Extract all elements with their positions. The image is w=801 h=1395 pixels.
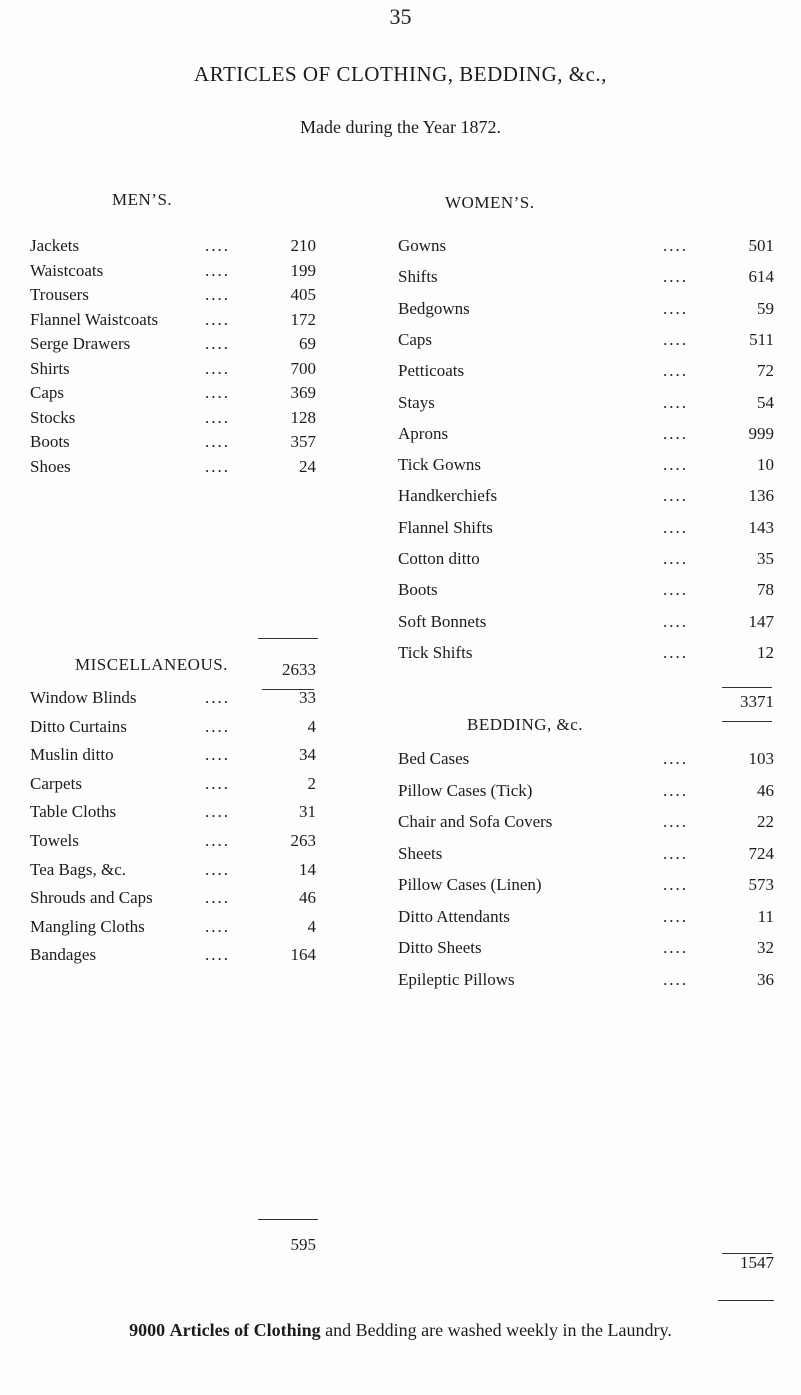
miscellaneous-item-label: Shrouds and Caps — [30, 888, 153, 908]
womens-item-leader-dots: .... — [663, 329, 688, 349]
bedding-item-label: Chair and Sofa Covers — [398, 812, 553, 831]
bedding-item-leader-dots: .... — [663, 938, 688, 957]
bedding-item-value: 573 — [748, 875, 774, 894]
womens-item — [398, 424, 778, 448]
miscellaneous-item — [30, 831, 330, 855]
womens-item-label: Aprons — [398, 423, 449, 443]
womens-item-value: 78 — [757, 580, 774, 600]
mens-item-leader-dots: .... — [205, 456, 230, 476]
miscellaneous-item-value: 34 — [299, 745, 316, 765]
miscellaneous-item-value: 4 — [307, 916, 316, 936]
miscellaneous-item-value: 14 — [299, 859, 316, 879]
womens-item-value: 147 — [748, 611, 774, 631]
footer-bold-text: Articles of Clothing — [169, 1320, 321, 1340]
womens-item-leader-dots: .... — [663, 298, 688, 318]
bedding-item-leader-dots: .... — [663, 780, 688, 800]
mens-item — [30, 432, 330, 456]
bedding-item-value: 724 — [748, 843, 774, 863]
womens-item-leader-dots: .... — [663, 486, 688, 506]
mens-item — [30, 408, 330, 432]
womens-item-leader-dots: .... — [663, 267, 688, 287]
mens-item-label: Shirts — [30, 358, 70, 378]
womens-item-label: Stays — [398, 392, 435, 412]
footer-rest: and Bedding are washed weekly in the Laundry. — [320, 1320, 672, 1340]
mens-item-label: Waistcoats — [30, 260, 104, 280]
womens-item-leader-dots: .... — [663, 580, 688, 600]
womens-item — [398, 393, 778, 417]
womens-item-value: 72 — [757, 361, 774, 381]
bedding-item-value: 22 — [757, 812, 774, 831]
page-number: 35 — [389, 4, 412, 29]
mens-item-value: 69 — [299, 334, 316, 353]
miscellaneous-item-value: 2 — [307, 773, 316, 793]
bedding-item-label: Pillow Cases (Linen) — [398, 875, 542, 894]
mens-item-leader-dots: .... — [205, 260, 230, 280]
footer-count: 9000 — [129, 1320, 166, 1340]
mens-item-label: Jackets — [30, 236, 80, 255]
mens-item-label: Serge Drawers — [30, 334, 131, 353]
bedding-item-leader-dots: .... — [663, 843, 688, 863]
bedding-item-label: Bed Cases — [398, 749, 470, 768]
womens-item-value: 12 — [757, 642, 774, 662]
mens-item-label: Trousers — [30, 285, 89, 304]
bedding-item-label: Ditto Sheets — [398, 938, 482, 957]
miscellaneous-heading: MISCELLANEOUS. — [75, 655, 228, 674]
miscellaneous-item-label: Muslin ditto — [30, 745, 114, 765]
mens-item-leader-dots: .... — [205, 285, 230, 304]
miscellaneous-item — [30, 688, 330, 712]
mens-item-leader-dots: .... — [205, 383, 230, 402]
womens-item-label: Tick Shifts — [398, 642, 473, 662]
womens-item-value: 511 — [749, 329, 774, 349]
bedding-item — [398, 907, 778, 931]
mens-item — [30, 285, 330, 309]
womens-item-label: Cotton ditto — [398, 549, 480, 568]
womens-item-leader-dots: .... — [663, 423, 688, 443]
womens-item — [398, 486, 778, 510]
mens-item — [30, 310, 330, 334]
miscellaneous-item-label: Bandages — [30, 945, 97, 965]
mens-item — [30, 236, 330, 260]
womens-item-label: Gowns — [398, 236, 447, 255]
womens-item — [398, 580, 778, 604]
miscellaneous-item-leader-dots: .... — [205, 888, 230, 908]
miscellaneous-item — [30, 774, 330, 798]
womens-item-label: Caps — [398, 329, 432, 349]
bedding-total: 1547 — [740, 1253, 774, 1272]
mens-item — [30, 359, 330, 383]
bedding-item — [398, 812, 778, 836]
miscellaneous-item-leader-dots: .... — [205, 859, 230, 879]
bedding-item — [398, 749, 778, 773]
bedding-item-leader-dots: .... — [663, 749, 688, 768]
miscellaneous-item-label: Towels — [30, 831, 79, 850]
mens-item-leader-dots: .... — [205, 309, 230, 329]
mens-item-leader-dots: .... — [205, 334, 230, 353]
womens-item-label: Bedgowns — [398, 298, 470, 318]
mens-item-label: Stocks — [30, 407, 76, 427]
womens-total-underline — [722, 721, 772, 722]
womens-item-value: 999 — [748, 423, 774, 443]
womens-item-label: Boots — [398, 580, 438, 600]
womens-total: 3371 — [740, 692, 774, 711]
bedding-item-value: 46 — [757, 780, 774, 800]
miscellaneous-item-label: Window Blinds — [30, 688, 137, 707]
womens-item-label: Handkerchiefs — [398, 486, 498, 506]
bedding-item-label: Sheets — [398, 843, 443, 863]
bedding-item-value: 36 — [757, 969, 774, 989]
mens-item-value: 369 — [290, 383, 316, 402]
miscellaneous-total-rule — [258, 1219, 318, 1220]
bedding-item — [398, 970, 778, 994]
miscellaneous-item — [30, 945, 330, 969]
miscellaneous-item-leader-dots: .... — [205, 802, 230, 822]
bedding-item-label: Epileptic Pillows — [398, 969, 515, 989]
womens-item-leader-dots: .... — [663, 361, 688, 381]
mens-total-rule — [258, 638, 318, 639]
miscellaneous-item — [30, 888, 330, 912]
miscellaneous-item-leader-dots: .... — [205, 716, 230, 736]
womens-item-leader-dots: .... — [663, 236, 688, 255]
womens-item-leader-dots: .... — [663, 517, 688, 537]
mens-item-value: 405 — [290, 285, 316, 304]
mens-item-leader-dots: .... — [205, 432, 230, 451]
womens-item-label: Flannel Shifts — [398, 517, 493, 537]
mens-item-value: 210 — [290, 236, 316, 255]
womens-item-leader-dots: .... — [663, 392, 688, 412]
miscellaneous-item-label: Table Cloths — [30, 802, 117, 822]
bedding-total-underline — [718, 1300, 774, 1301]
miscellaneous-item — [30, 745, 330, 769]
womens-item — [398, 236, 778, 260]
mens-item-value: 700 — [290, 358, 316, 378]
mens-item — [30, 383, 330, 407]
bedding-item-label: Pillow Cases (Tick) — [398, 780, 533, 800]
bedding-item-leader-dots: .... — [663, 875, 688, 894]
womens-item-leader-dots: .... — [663, 455, 688, 475]
womens-item — [398, 549, 778, 573]
womens-item-leader-dots: .... — [663, 611, 688, 631]
mens-item-leader-dots: .... — [205, 358, 230, 378]
womens-heading: WOMEN’S. — [445, 193, 535, 212]
miscellaneous-item-value: 263 — [290, 831, 316, 850]
womens-item-value: 136 — [748, 486, 774, 506]
miscellaneous-item-value: 31 — [299, 802, 316, 822]
bedding-item-label: Ditto Attendants — [398, 906, 510, 926]
mens-item-label: Boots — [30, 432, 70, 451]
miscellaneous-item — [30, 860, 330, 884]
miscellaneous-item-value: 4 — [307, 716, 316, 736]
miscellaneous-item — [30, 802, 330, 826]
womens-item-label: Tick Gowns — [398, 455, 481, 475]
womens-item-label: Soft Bonnets — [398, 611, 487, 631]
bedding-item — [398, 844, 778, 868]
womens-item — [398, 267, 778, 291]
miscellaneous-item — [30, 917, 330, 941]
womens-item-value: 143 — [748, 517, 774, 537]
page-title: ARTICLES OF CLOTHING, BEDDING, &c., — [194, 62, 607, 86]
mens-item-leader-dots: .... — [205, 236, 230, 255]
bedding-item-leader-dots: .... — [663, 812, 688, 831]
bedding-item — [398, 938, 778, 962]
mens-item — [30, 261, 330, 285]
womens-item-value: 54 — [757, 392, 774, 412]
miscellaneous-item-label: Carpets — [30, 773, 82, 793]
mens-item-value: 357 — [290, 432, 316, 451]
mens-item-leader-dots: .... — [205, 407, 230, 427]
miscellaneous-item-label: Mangling Cloths — [30, 916, 145, 936]
mens-item-label: Flannel Waistcoats — [30, 309, 159, 329]
miscellaneous-item-value: 164 — [290, 945, 316, 965]
womens-total-rule — [722, 687, 772, 688]
womens-item — [398, 455, 778, 479]
miscellaneous-item-leader-dots: .... — [205, 688, 230, 707]
page-subtitle: Made during the Year 1872. — [300, 117, 501, 137]
womens-item-value: 35 — [757, 549, 774, 568]
womens-item-leader-dots: .... — [663, 642, 688, 662]
womens-item — [398, 299, 778, 323]
bedding-item-value: 103 — [748, 749, 774, 768]
miscellaneous-item-leader-dots: .... — [205, 831, 230, 850]
bedding-item — [398, 781, 778, 805]
miscellaneous-item-leader-dots: .... — [205, 745, 230, 765]
mens-item — [30, 457, 330, 481]
miscellaneous-total: 595 — [290, 1235, 316, 1254]
womens-item — [398, 612, 778, 636]
footer-note — [0, 1320, 801, 1341]
bedding-item-value: 11 — [757, 906, 774, 926]
womens-item-value: 501 — [748, 236, 774, 255]
womens-item-label: Petticoats — [398, 361, 465, 381]
miscellaneous-item-leader-dots: .... — [205, 773, 230, 793]
womens-item-value: 614 — [748, 267, 774, 287]
mens-item — [30, 334, 330, 358]
womens-item — [398, 330, 778, 354]
mens-item-label: Shoes — [30, 456, 71, 476]
mens-item-label: Caps — [30, 383, 64, 402]
miscellaneous-item-leader-dots: .... — [205, 916, 230, 936]
miscellaneous-item — [30, 717, 330, 741]
bedding-heading: BEDDING, &c. — [467, 715, 584, 734]
bedding-item-leader-dots: .... — [663, 969, 688, 989]
womens-item-value: 59 — [757, 298, 774, 318]
womens-item — [398, 643, 778, 667]
mens-item-value: 199 — [290, 260, 316, 280]
miscellaneous-item-label: Tea Bags, &c. — [30, 859, 127, 879]
mens-heading: MEN’S. — [112, 190, 173, 209]
miscellaneous-item-leader-dots: .... — [205, 945, 230, 965]
womens-item-value: 10 — [757, 455, 774, 475]
mens-total: 2633 — [282, 660, 316, 679]
bedding-item-leader-dots: .... — [663, 906, 688, 926]
miscellaneous-item-value: 33 — [299, 688, 316, 707]
mens-item-value: 172 — [290, 309, 316, 329]
womens-item — [398, 361, 778, 385]
womens-item-label: Shifts — [398, 267, 438, 287]
womens-item-leader-dots: .... — [663, 549, 688, 568]
miscellaneous-item-label: Ditto Curtains — [30, 716, 127, 736]
bedding-item-value: 32 — [757, 938, 774, 957]
bedding-item — [398, 875, 778, 899]
womens-item — [398, 518, 778, 542]
mens-item-value: 128 — [290, 407, 316, 427]
miscellaneous-item-value: 46 — [299, 888, 316, 908]
mens-item-value: 24 — [299, 456, 316, 476]
